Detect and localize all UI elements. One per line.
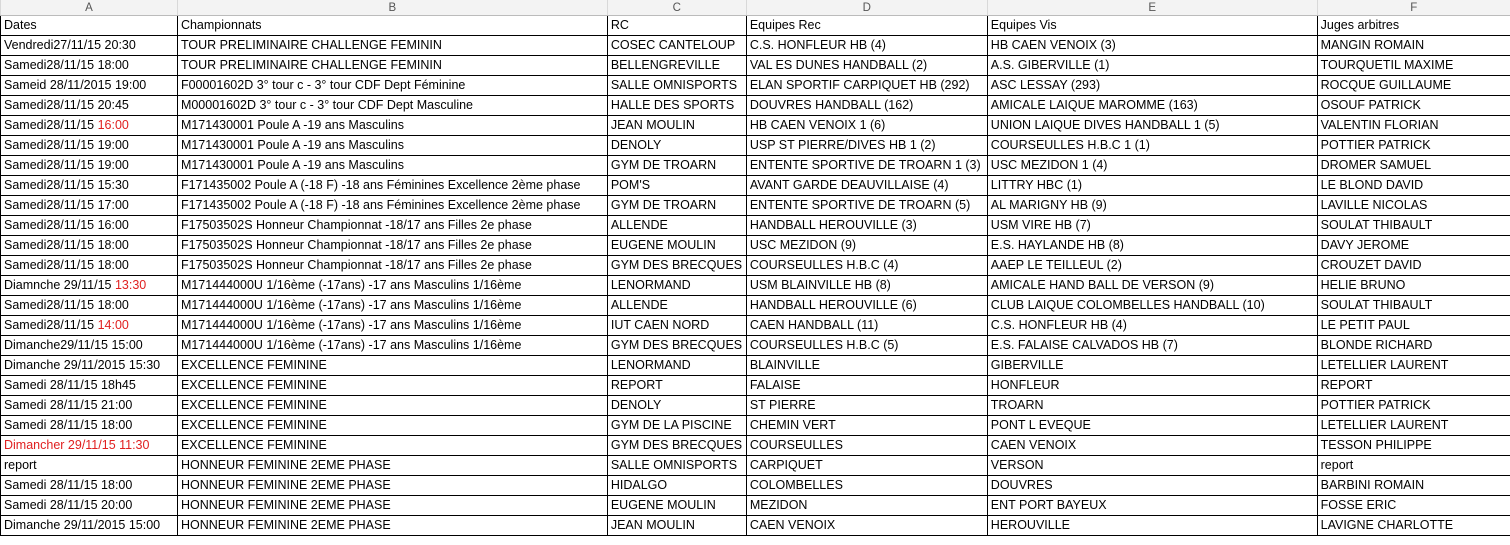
date-text: Vendredi27/11/15 20:30	[4, 38, 136, 52]
cell-date[interactable]	[1, 156, 178, 176]
cell-championnat[interactable]: M00001602D 3° tour c - 3° tour CDF Dept Masculine	[177, 96, 607, 116]
date-text: Diamnche 29/11/15	[4, 278, 115, 292]
table-body	[1, 16, 1510, 536]
cell-juge-arbitre[interactable]: VALENTIN FLORIAN	[1317, 116, 1510, 136]
cell-rc[interactable]: JEAN MOULIN	[607, 116, 746, 136]
date-text: Samedi28/11/15 18:00	[4, 298, 129, 312]
cell-championnat[interactable]: EXCELLENCE FEMININE	[177, 356, 607, 376]
table-row	[1, 416, 1510, 436]
date-text: Samedi 28/11/15 18:00	[4, 478, 133, 492]
cell-equipe-rec[interactable]: USP ST PIERRE/DIVES HB 1 (2)	[746, 136, 987, 156]
cell-equipe-vis[interactable]: E.S. HAYLANDE HB (8)	[987, 236, 1317, 256]
cell-championnat[interactable]: EXCELLENCE FEMININE	[177, 376, 607, 396]
cell-date[interactable]	[1, 116, 178, 136]
cell-equipe-vis[interactable]: AL MARIGNY HB (9)	[987, 196, 1317, 216]
column-header-f[interactable]: F	[1317, 0, 1510, 16]
cell-equipe-rec[interactable]: CAEN HANDBALL (11)	[746, 316, 987, 336]
cell-equipe-vis[interactable]: UNION LAIQUE DIVES HANDBALL 1 (5)	[987, 116, 1317, 136]
cell-championnat[interactable]: F17503502S Honneur Championnat -18/17 ans Filles 2e phase	[177, 216, 607, 236]
cell-date[interactable]	[1, 296, 178, 316]
date-time-highlight: Dimancher 29/11/15 11:30	[4, 438, 150, 452]
cell-equipe-vis[interactable]: ENT PORT BAYEUX	[987, 496, 1317, 516]
cell-date[interactable]	[1, 516, 178, 536]
cell-equipe-rec[interactable]: ST PIERRE	[746, 396, 987, 416]
cell-equipe-rec[interactable]: CARPIQUET	[746, 456, 987, 476]
cell-equipe-rec[interactable]: COLOMBELLES	[746, 476, 987, 496]
cell-rc[interactable]: ALLENDE	[607, 296, 746, 316]
column-header-a[interactable]: A	[1, 0, 178, 16]
cell-equipe-rec[interactable]: COURSEULLES H.B.C (4)	[746, 256, 987, 276]
cell-rc[interactable]: IUT CAEN NORD	[607, 316, 746, 336]
cell-equipe-vis[interactable]: A.S. GIBERVILLE (1)	[987, 56, 1317, 76]
cell-championnat[interactable]: F17503502S Honneur Championnat -18/17 ans Filles 2e phase	[177, 236, 607, 256]
cell-championnat[interactable]: M171444000U 1/16ème (-17ans) -17 ans Masculins 1/16ème	[177, 276, 607, 296]
table-row	[1, 336, 1510, 356]
cell-equipe-rec[interactable]: USC MEZIDON (9)	[746, 236, 987, 256]
cell-equipe-rec[interactable]: ELAN SPORTIF CARPIQUET HB (292)	[746, 76, 987, 96]
cell-championnat[interactable]: HONNEUR FEMININE 2EME PHASE	[177, 476, 607, 496]
table-row	[1, 116, 1510, 136]
table-row	[1, 256, 1510, 276]
cell-equipe-rec[interactable]: HANDBALL HEROUVILLE (6)	[746, 296, 987, 316]
cell-juge-arbitre[interactable]: HELIE BRUNO	[1317, 276, 1510, 296]
date-text: Samedi28/11/15 20:45	[4, 98, 129, 112]
column-header-b[interactable]: B	[177, 0, 607, 16]
cell-juge-arbitre[interactable]: LE PETIT PAUL	[1317, 316, 1510, 336]
cell-equipe-vis[interactable]: DOUVRES	[987, 476, 1317, 496]
cell-equipe-rec[interactable]: C.S. HONFLEUR HB (4)	[746, 36, 987, 56]
table-row	[1, 496, 1510, 516]
cell-equipe-rec[interactable]: VAL ES DUNES HANDBALL (2)	[746, 56, 987, 76]
cell-juge-arbitre[interactable]: TESSON PHILIPPE	[1317, 436, 1510, 456]
cell-equipe-rec[interactable]: CAEN VENOIX	[746, 516, 987, 536]
cell-rc[interactable]: EUGENE MOULIN	[607, 496, 746, 516]
cell-date[interactable]	[1, 96, 178, 116]
column-header-e[interactable]: E	[987, 0, 1317, 16]
cell-championnat[interactable]: F00001602D 3° tour c - 3° tour CDF Dept Féminine	[177, 76, 607, 96]
table-row	[1, 396, 1510, 416]
table-row	[1, 196, 1510, 216]
cell-date[interactable]	[1, 416, 178, 436]
date-text: Samedi28/11/15 16:00	[4, 218, 129, 232]
date-time-highlight: 14:00	[97, 318, 129, 332]
cell-rc[interactable]: GYM DES BRECQUES	[607, 436, 746, 456]
cell-equipe-vis[interactable]: USC MEZIDON 1 (4)	[987, 156, 1317, 176]
date-text: Samedi 28/11/15 18h45	[4, 378, 136, 392]
cell-equipe-rec[interactable]: FALAISE	[746, 376, 987, 396]
cell-juge-arbitre[interactable]: BARBINI ROMAIN	[1317, 476, 1510, 496]
date-text: Samedi28/11/15 19:00	[4, 138, 129, 152]
cell-equipe-vis[interactable]: COURSEULLES H.B.C 1 (1)	[987, 136, 1317, 156]
cell-championnat[interactable]: HONNEUR FEMININE 2EME PHASE	[177, 496, 607, 516]
cell-championnat[interactable]: M171444000U 1/16ème (-17ans) -17 ans Masculins 1/16ème	[177, 316, 607, 336]
cell-rc[interactable]: GYM DES BRECQUES	[607, 256, 746, 276]
cell-championnat[interactable]: M171430001 Poule A -19 ans Masculins	[177, 136, 607, 156]
cell-championnat[interactable]: F171435002 Poule A (-18 F) -18 ans Féminines Excellence 2ème phase	[177, 196, 607, 216]
cell-rc[interactable]: ALLENDE	[607, 216, 746, 236]
table-row	[1, 76, 1510, 96]
cell-championnat[interactable]: M171430001 Poule A -19 ans Masculins	[177, 116, 607, 136]
date-text: Samedi 28/11/15 18:00	[4, 418, 133, 432]
cell-juge-arbitre[interactable]: SOULAT THIBAULT	[1317, 296, 1510, 316]
cell-juge-arbitre[interactable]: FOSSE ERIC	[1317, 496, 1510, 516]
date-text: Samedi 28/11/15 21:00	[4, 398, 133, 412]
cell-rc[interactable]: LENORMAND	[607, 276, 746, 296]
cell-rc[interactable]: GYM DE TROARN	[607, 196, 746, 216]
cell-championnat[interactable]: F171435002 Poule A (-18 F) -18 ans Féminines Excellence 2ème phase	[177, 176, 607, 196]
cell-date[interactable]	[1, 496, 178, 516]
date-text: Dimanche 29/11/2015 15:00	[4, 518, 161, 532]
date-text: Samedi28/11/15 19:00	[4, 158, 129, 172]
cell-championnat[interactable]: HONNEUR FEMININE 2EME PHASE	[177, 456, 607, 476]
cell-championnat[interactable]: HONNEUR FEMININE 2EME PHASE	[177, 516, 607, 536]
header-row	[1, 16, 1510, 36]
cell-juge-arbitre[interactable]: CROUZET DAVID	[1317, 256, 1510, 276]
table-row	[1, 56, 1510, 76]
cell-rc[interactable]: DENOLY	[607, 136, 746, 156]
table-row	[1, 356, 1510, 376]
cell-equipe-rec[interactable]: DOUVRES HANDBALL (162)	[746, 96, 987, 116]
table-row	[1, 296, 1510, 316]
cell-rc[interactable]: DENOLY	[607, 396, 746, 416]
date-text: Samedi28/11/15	[4, 318, 98, 332]
cell-equipe-vis[interactable]: PONT L EVEQUE	[987, 416, 1317, 436]
table-row	[1, 136, 1510, 156]
cell-date[interactable]	[1, 476, 178, 496]
table-row	[1, 436, 1510, 456]
cell-date[interactable]	[1, 436, 178, 456]
date-text: Samedi28/11/15 18:00	[4, 238, 129, 252]
cell-date[interactable]	[1, 236, 178, 256]
table-row	[1, 516, 1510, 536]
cell-equipe-vis[interactable]: TROARN	[987, 396, 1317, 416]
table-row	[1, 236, 1510, 256]
cell-equipe-vis[interactable]: ASC LESSAY (293)	[987, 76, 1317, 96]
cell-date[interactable]	[1, 376, 178, 396]
cell-date[interactable]	[1, 136, 178, 156]
date-text: Dimanche 29/11/2015 15:30	[4, 358, 161, 372]
cell-equipe-vis[interactable]: LITTRY HBC (1)	[987, 176, 1317, 196]
cell-equipe-rec[interactable]: BLAINVILLE	[746, 356, 987, 376]
date-text: report	[4, 458, 37, 472]
cell-date[interactable]	[1, 336, 178, 356]
date-text: Samedi28/11/15	[4, 118, 98, 132]
cell-championnat[interactable]: M171444000U 1/16ème (-17ans) -17 ans Masculins 1/16ème	[177, 336, 607, 356]
cell-date[interactable]	[1, 176, 178, 196]
cell-juge-arbitre[interactable]: ROCQUE GUILLAUME	[1317, 76, 1510, 96]
cell-date[interactable]	[1, 36, 178, 56]
date-text: Samedi28/11/15 17:00	[4, 198, 129, 212]
cell-juge-arbitre[interactable]: LAVILLE NICOLAS	[1317, 196, 1510, 216]
cell-rc[interactable]: JEAN MOULIN	[607, 516, 746, 536]
cell-equipe-rec[interactable]: CHEMIN VERT	[746, 416, 987, 436]
cell-date[interactable]	[1, 356, 178, 376]
cell-equipe-vis[interactable]: HB CAEN VENOIX (3)	[987, 36, 1317, 56]
date-time-highlight: 16:00	[97, 118, 129, 132]
cell-equipe-vis[interactable]: HEROUVILLE	[987, 516, 1317, 536]
cell-rc[interactable]: LENORMAND	[607, 356, 746, 376]
header-championnats[interactable]: Championnats	[177, 16, 607, 36]
cell-rc[interactable]: HIDALGO	[607, 476, 746, 496]
cell-equipe-vis[interactable]: AMICALE LAIQUE MAROMME (163)	[987, 96, 1317, 116]
cell-championnat[interactable]: F17503502S Honneur Championnat -18/17 ans Filles 2e phase	[177, 256, 607, 276]
cell-juge-arbitre[interactable]: REPORT	[1317, 376, 1510, 396]
header-dates[interactable]: Dates	[1, 16, 178, 36]
cell-equipe-vis[interactable]: HONFLEUR	[987, 376, 1317, 396]
cell-rc[interactable]: SALLE OMNISPORTS	[607, 456, 746, 476]
cell-date[interactable]	[1, 276, 178, 296]
cell-date[interactable]	[1, 76, 178, 96]
header-equipes-vis[interactable]: Equipes Vis	[987, 16, 1317, 36]
cell-equipe-vis[interactable]: CLUB LAIQUE COLOMBELLES HANDBALL (10)	[987, 296, 1317, 316]
cell-equipe-vis[interactable]: AAEP LE TEILLEUL (2)	[987, 256, 1317, 276]
cell-rc[interactable]: BELLENGREVILLE	[607, 56, 746, 76]
date-text: Sameid 28/11/2015 19:00	[4, 78, 147, 92]
date-text: Samedi28/11/15 18:00	[4, 58, 129, 72]
header-juges-arbitres[interactable]: Juges arbitres	[1317, 16, 1510, 36]
cell-equipe-rec[interactable]: HANDBALL HEROUVILLE (3)	[746, 216, 987, 236]
cell-juge-arbitre[interactable]: LAVIGNE CHARLOTTE	[1317, 516, 1510, 536]
cell-championnat[interactable]: EXCELLENCE FEMININE	[177, 396, 607, 416]
cell-championnat[interactable]: EXCELLENCE FEMININE	[177, 416, 607, 436]
column-header-c[interactable]: C	[607, 0, 746, 16]
cell-juge-arbitre[interactable]: LE BLOND DAVID	[1317, 176, 1510, 196]
table-row	[1, 156, 1510, 176]
header-rc[interactable]: RC	[607, 16, 746, 36]
cell-date[interactable]	[1, 196, 178, 216]
cell-rc[interactable]: COSEC CANTELOUP	[607, 36, 746, 56]
table-row	[1, 476, 1510, 496]
cell-equipe-vis[interactable]: C.S. HONFLEUR HB (4)	[987, 316, 1317, 336]
cell-date[interactable]	[1, 316, 178, 336]
cell-equipe-rec[interactable]: ENTENTE SPORTIVE DE TROARN (5)	[746, 196, 987, 216]
date-text: Dimanche29/11/15 15:00	[4, 338, 143, 352]
table-row	[1, 456, 1510, 476]
cell-equipe-rec[interactable]: MEZIDON	[746, 496, 987, 516]
cell-rc[interactable]: HALLE DES SPORTS	[607, 96, 746, 116]
table-row	[1, 96, 1510, 116]
cell-juge-arbitre[interactable]: DAVY JEROME	[1317, 236, 1510, 256]
cell-equipe-vis[interactable]: E.S. FALAISE CALVADOS HB (7)	[987, 336, 1317, 356]
cell-equipe-vis[interactable]: USM VIRE HB (7)	[987, 216, 1317, 236]
cell-equipe-rec[interactable]: COURSEULLES H.B.C (5)	[746, 336, 987, 356]
table-row	[1, 276, 1510, 296]
cell-juge-arbitre[interactable]: SOULAT THIBAULT	[1317, 216, 1510, 236]
cell-championnat[interactable]: TOUR PRELIMINAIRE CHALLENGE FEMININ	[177, 56, 607, 76]
cell-rc[interactable]: SALLE OMNISPORTS	[607, 76, 746, 96]
cell-juge-arbitre[interactable]: TOURQUETIL MAXIME	[1317, 56, 1510, 76]
cell-equipe-rec[interactable]: ENTENTE SPORTIVE DE TROARN 1 (3)	[746, 156, 987, 176]
cell-juge-arbitre[interactable]: LETELLIER LAURENT	[1317, 416, 1510, 436]
cell-rc[interactable]: GYM DES BRECQUES	[607, 336, 746, 356]
cell-championnat[interactable]: M171430001 Poule A -19 ans Masculins	[177, 156, 607, 176]
cell-juge-arbitre[interactable]: OSOUF PATRICK	[1317, 96, 1510, 116]
cell-equipe-vis[interactable]: AMICALE HAND BALL DE VERSON (9)	[987, 276, 1317, 296]
cell-equipe-vis[interactable]: CAEN VENOIX	[987, 436, 1317, 456]
cell-championnat[interactable]: TOUR PRELIMINAIRE CHALLENGE FEMININ	[177, 36, 607, 56]
table-row	[1, 36, 1510, 56]
date-time-highlight: 13:30	[114, 278, 147, 292]
cell-juge-arbitre[interactable]: report	[1317, 456, 1510, 476]
cell-equipe-rec[interactable]: USM BLAINVILLE HB (8)	[746, 276, 987, 296]
column-header-d[interactable]: D	[746, 0, 987, 16]
cell-equipe-rec[interactable]: COURSEULLES	[746, 436, 987, 456]
cell-championnat[interactable]: EXCELLENCE FEMININE	[177, 436, 607, 456]
cell-rc[interactable]: POM'S	[607, 176, 746, 196]
cell-rc[interactable]: GYM DE LA PISCINE	[607, 416, 746, 436]
cell-date[interactable]	[1, 396, 178, 416]
cell-juge-arbitre[interactable]: LETELLIER LAURENT	[1317, 356, 1510, 376]
header-equipes-rec[interactable]: Equipes Rec	[746, 16, 987, 36]
cell-juge-arbitre[interactable]: DROMER SAMUEL	[1317, 156, 1510, 176]
date-text: Samedi 28/11/15 20:00	[4, 498, 133, 512]
cell-equipe-rec[interactable]: AVANT GARDE DEAUVILLAISE (4)	[746, 176, 987, 196]
cell-rc[interactable]: REPORT	[607, 376, 746, 396]
cell-juge-arbitre[interactable]: BLONDE RICHARD	[1317, 336, 1510, 356]
cell-rc[interactable]: EUGENE MOULIN	[607, 236, 746, 256]
cell-date[interactable]	[1, 216, 178, 236]
table-row	[1, 216, 1510, 236]
cell-equipe-rec[interactable]: HB CAEN VENOIX 1 (6)	[746, 116, 987, 136]
column-letter-row	[1, 0, 1510, 16]
cell-equipe-vis[interactable]: GIBERVILLE	[987, 356, 1317, 376]
cell-juge-arbitre[interactable]: MANGIN ROMAIN	[1317, 36, 1510, 56]
cell-rc[interactable]: GYM DE TROARN	[607, 156, 746, 176]
table-row	[1, 316, 1510, 336]
table-row	[1, 376, 1510, 396]
table-row	[1, 176, 1510, 196]
cell-juge-arbitre[interactable]: POTTIER PATRICK	[1317, 136, 1510, 156]
cell-date[interactable]	[1, 456, 178, 476]
date-text: Samedi28/11/15 15:30	[4, 178, 129, 192]
cell-juge-arbitre[interactable]: POTTIER PATRICK	[1317, 396, 1510, 416]
cell-championnat[interactable]: M171444000U 1/16ème (-17ans) -17 ans Masculins 1/16ème	[177, 296, 607, 316]
cell-date[interactable]	[1, 56, 178, 76]
date-text: Samedi28/11/15 18:00	[4, 258, 129, 272]
cell-equipe-vis[interactable]: VERSON	[987, 456, 1317, 476]
cell-date[interactable]	[1, 256, 178, 276]
